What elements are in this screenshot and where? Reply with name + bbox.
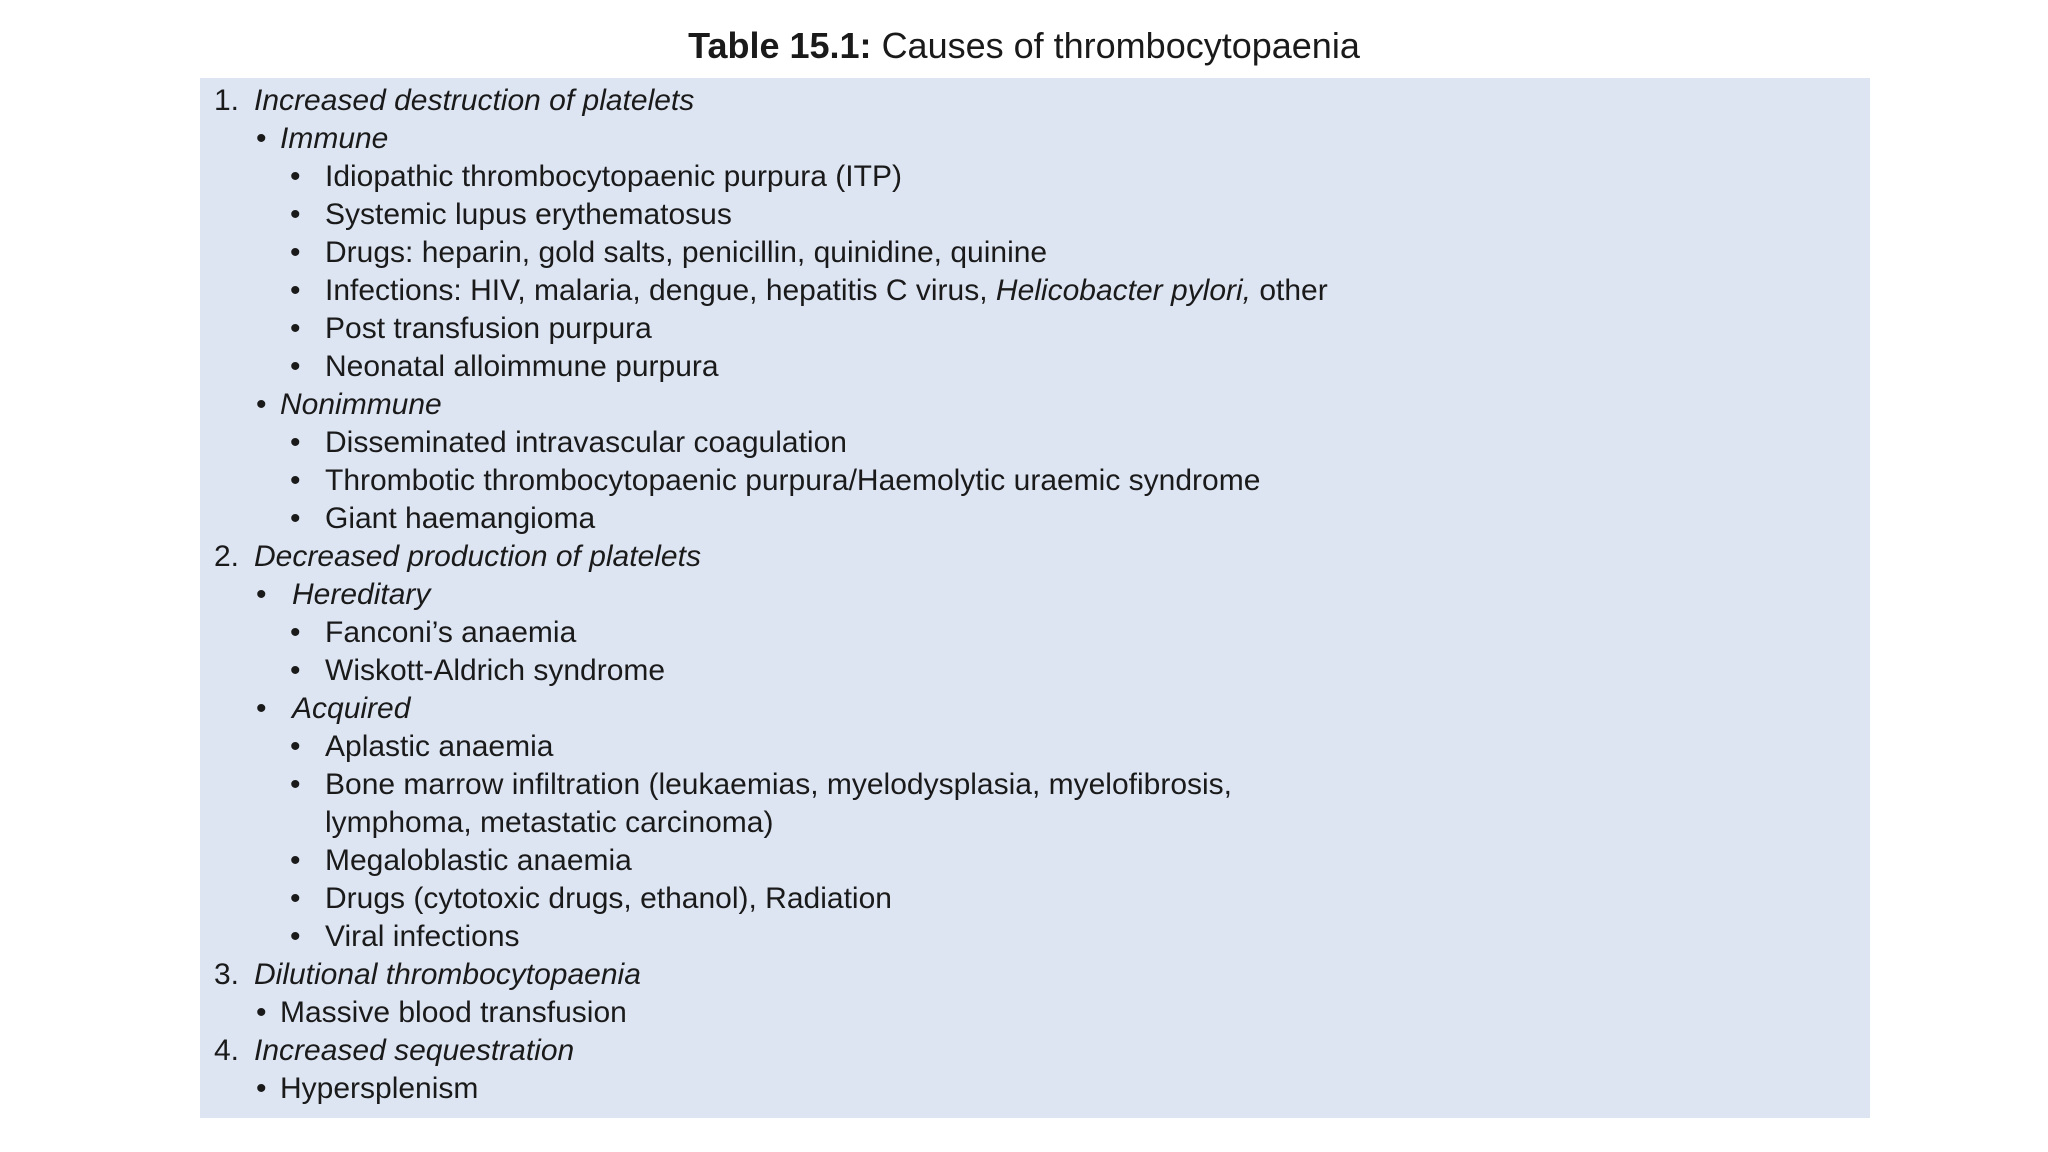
item-text: Post transfusion purpura <box>325 312 652 345</box>
bullet-icon: • <box>290 198 301 231</box>
bullet-icon: • <box>256 388 267 421</box>
section-title: Decreased production of platelets <box>254 540 701 573</box>
bullet-icon: • <box>256 122 267 155</box>
section-title: Dilutional thrombocytopaenia <box>254 958 641 991</box>
bullet-icon: • <box>290 616 301 649</box>
bullet-icon: • <box>290 768 301 801</box>
section-number: 3. <box>214 958 240 991</box>
section-title: Increased sequestration <box>254 1034 575 1067</box>
item-text: Neonatal alloimmune purpura <box>325 350 719 383</box>
item-text: Megaloblastic anaemia <box>325 844 632 877</box>
table-label: Table 15.1: <box>688 25 872 66</box>
item-text: Thrombotic thrombocytopaenic purpura/Haemolytic uraemic syndrome <box>325 464 1261 497</box>
bullet-icon: • <box>290 160 301 193</box>
bullet-icon: • <box>290 350 301 383</box>
subheading: Nonimmune <box>280 388 442 421</box>
bullet-icon: • <box>290 274 301 307</box>
bullet-icon: • <box>256 578 267 611</box>
subheading: Immune <box>280 122 389 155</box>
bullet-icon: • <box>256 1072 267 1105</box>
subheading: Hereditary <box>292 578 431 611</box>
bullet-icon: • <box>256 996 267 1029</box>
item-text: Bone marrow infiltration (leukaemias, myelodysplasia, myelofibrosis, <box>325 768 1233 801</box>
bullet-icon: • <box>256 692 267 725</box>
item-text-part: Infections: HIV, malaria, dengue, hepatitis C virus, <box>325 274 996 307</box>
bullet-icon: • <box>290 502 301 535</box>
bullet-icon: • <box>290 654 301 687</box>
bullet-icon: • <box>290 426 301 459</box>
table-caption: Causes of thrombocytopaenia <box>881 25 1360 66</box>
section-number: 1. <box>214 84 240 117</box>
item-text: Systemic lupus erythematosus <box>325 198 732 231</box>
item-text: Fanconi’s anaemia <box>325 616 577 649</box>
item-text: Viral infections <box>325 920 520 953</box>
bullet-icon: • <box>290 730 301 763</box>
section-number: 2. <box>214 540 240 573</box>
bullet-icon: • <box>290 882 301 915</box>
bullet-icon: • <box>290 236 301 269</box>
bullet-icon: • <box>290 464 301 497</box>
bullet-icon: • <box>290 312 301 345</box>
section-number: 4. <box>214 1034 240 1067</box>
item-text: Wiskott-Aldrich syndrome <box>325 654 666 687</box>
item-text: lymphoma, metastatic carcinoma) <box>325 806 774 839</box>
causes-table <box>200 78 1870 1118</box>
item-text: Hypersplenism <box>280 1072 479 1105</box>
item-text <box>325 272 1328 310</box>
section-title: Increased destruction of platelets <box>254 84 695 117</box>
subheading: Acquired <box>292 692 411 725</box>
bullet-icon: • <box>290 920 301 953</box>
item-text: Giant haemangioma <box>325 502 596 535</box>
item-text: Disseminated intravascular coagulation <box>325 426 847 459</box>
item-text: Aplastic anaemia <box>325 730 554 763</box>
item-text: Drugs (cytotoxic drugs, ethanol), Radiation <box>325 882 892 915</box>
item-text: Idiopathic thrombocytopaenic purpura (ITP) <box>325 160 902 193</box>
bullet-icon: • <box>290 844 301 877</box>
item-text-italic: Helicobacter pylori, <box>995 274 1252 307</box>
item-text: Drugs: heparin, gold salts, penicillin, quinidine, quinine <box>325 236 1048 269</box>
item-text-part: other <box>1251 274 1328 307</box>
table-title <box>0 22 2048 70</box>
item-text: Massive blood transfusion <box>280 996 627 1029</box>
